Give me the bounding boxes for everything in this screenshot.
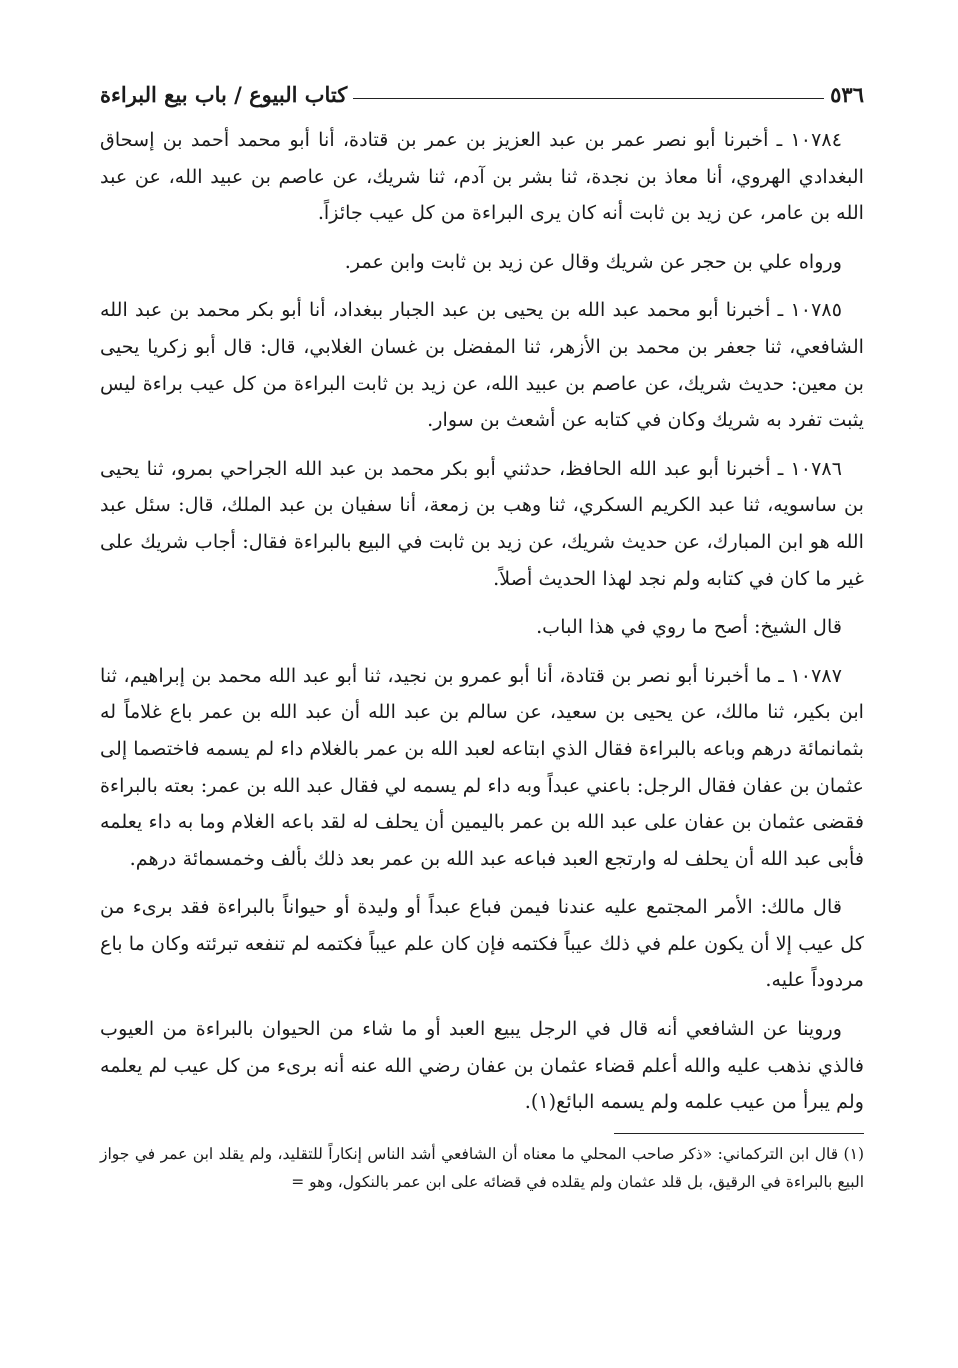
- paragraph-hadith-10787: ١٠٧٨٧ ـ ما أخبرنا أبو نصر بن قتادة، أنا أبو عمرو بن نجيد، ثنا أبو عبد الله محمد بن إبراهيم، ثنا ابن بكير، ثنا مالك، عن يحيى بن سعيد، عن سالم بن عبد الله أن عبد الله بن عمر باع غلاماً له بثمانمائة درهم وباعه بالبراءة فقال الذي ابتاعه لعبد الله بن عمر بالغلام داء لم يسمه فاختصما إلى عثمان بن عفان فقال الرجل: باعني عبداً وبه داء لم يسمه لي فقال عبد الله بن عمر: بعته بالبراءة فقضى عثمان بن عفان على عبد الله بن عمر باليمين أن يحلف له لقد باعه الغلام وما به داء يعلمه فأبى عبد الله أن يحلف له وارتجع العبد فباعه عبد الله بن عمر بعد ذلك بألف وخمسمائة درهم.: [100, 663, 864, 870]
- paragraph-hadith-10784: ١٠٧٨٤ ـ أخبرنا أبو نصر عمر بن عبد العزيز بن عمر بن قتادة، أنا أبو محمد أحمد بن إسحاق البغدادي الهروي، أنا معاذ بن نجدة، ثنا بشر بن آدم، ثنا شريك، عن عاصم بن عبيد الله، عن عبد الله بن عامر، عن زيد بن ثابت أنه كان يرى البراءة من كل عيب جائزاً.: [100, 128, 864, 225]
- paragraph-shafii-opinion: وروينا عن الشافعي أنه قال في الرجل يبيع العبد أو ما شاء من الحيوان بالبراءة من العيوب فالذي نذهب عليه والله أعلم قضاء عثمان بن عفان رضي الله عنه أنه برىء من كل عيب لم يعلمه ولم يبرأ من عيب علمه ولم يسمه البائع(١).: [100, 1017, 864, 1114]
- paragraph-hadith-10786: ١٠٧٨٦ ـ أخبرنا أبو عبد الله الحافظ، حدثني أبو بكر محمد بن عبد الله الجراحي بمرو، ثنا يحيى بن ساسويه، ثنا عبد الكريم السكري، ثنا وهب بن زمعة، أنا سفيان بن عبد الملك، قال: سئل عبد الله هو ابن المبارك، عن حديث شريك، عن زيد بن ثابت في البيع بالبراءة فقال: أجاب شريك على غير ما كان في كتابه ولم نجد لهذا الحديث أصلاً.: [100, 456, 864, 590]
- paragraph-hadith-10785: ١٠٧٨٥ ـ أخبرنا أبو محمد عبد الله بن يحيى بن عبد الجبار ببغداد، أنا أبو بكر محمد بن عبد الله الشافعي، ثنا جعفر بن محمد بن الأزهر، ثنا المفضل بن غسان الغلابي، قال: قال أبو زكريا يحيى بن معين: حديث شريك، عن عاصم بن عبيد الله، عن زيد بن ثابت البراءة من كل عيب براءة ليس يثبت تفرد به شريك وكان في كتابه عن أشعث بن سوار.: [100, 298, 864, 432]
- page-number: ٥٣٦: [830, 81, 864, 107]
- paragraph-malik-opinion: قال مالك: الأمر المجتمع عليه عندنا فيمن فباع عبداً أو وليدة أو حيواناً بالبراءة فقد برىء من كل عيب إلا أن يكون علم في ذلك عيباً فكتمه فإن كان علم عيباً فكتمه لم تنفعه تبرئته وكان ما باع مردوداً عليه.: [100, 895, 864, 992]
- running-header: [100, 74, 864, 114]
- paragraph-sheikh-comment: قال الشيخ: أصح ما روي في هذا الباب.: [536, 615, 842, 639]
- chapter-title: كتاب البيوع / باب بيع البراءة: [100, 81, 348, 107]
- header-rule: [353, 98, 824, 99]
- footnotes: [100, 1140, 864, 1196]
- page: [100, 74, 864, 1196]
- footnote-1: (١) قال ابن التركماني: «ذكر صاحب المحلي ما معناه أن الشافعي أشد الناس إنكاراً للتقليد، ولم يقلد ابن عمر في جواز البيع بالبراءة في الرقيق، بل قلد عثمان ولم يقلده في قضائه على ابن عمر بالنكول، وهو =: [100, 1144, 864, 1191]
- main-text: [100, 122, 864, 1121]
- paragraph-note-ali-bin-hujr: ورواه علي بن حجر عن شريك وقال عن زيد بن ثابت وابن عمر.: [344, 249, 842, 273]
- footnote-separator: [614, 1133, 864, 1134]
